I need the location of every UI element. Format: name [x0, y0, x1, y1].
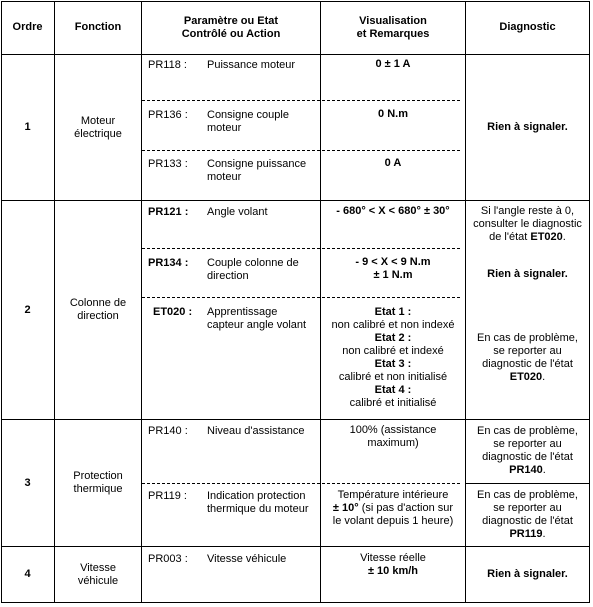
- param-label: Consigne couple moteur: [207, 109, 289, 134]
- diagnostic-table: [1, 1, 591, 604]
- header-parametre: Paramètre ou Etat Contrôlé ou Action: [181, 14, 281, 40]
- dashed-divider: [142, 483, 460, 484]
- diag-note-pr140: En cas de problème, se reporter au diagnostic de l'état PR140.: [477, 425, 578, 476]
- param-label: Vitesse véhicule: [207, 553, 287, 565]
- dashed-divider: [142, 248, 460, 249]
- param-code: PR003 :: [148, 553, 188, 565]
- row-3-ordre: 3: [24, 476, 31, 489]
- row-4-diagnostic: Rien à signaler.: [487, 568, 568, 580]
- row-1-fonction: Moteur électrique: [74, 114, 122, 140]
- param-label: Indication protection thermique du moteur: [207, 490, 309, 515]
- param-code: PR136 :: [148, 109, 188, 121]
- param-label: Consigne puissance moteur: [207, 158, 307, 183]
- header-fonction: Fonction: [74, 21, 122, 33]
- table-border-right: [589, 1, 590, 603]
- diag-note-et020: En cas de problème, se reporter au diagnostic de l'état ET020.: [477, 332, 578, 383]
- param-label: Angle volant: [207, 206, 268, 218]
- dashed-divider: [142, 150, 460, 151]
- param-code: PR140 :: [148, 425, 188, 437]
- row-3-fonction: Protection thermique: [73, 470, 123, 495]
- param-code: PR119 :: [148, 490, 187, 502]
- param-label: Couple colonne de direction: [207, 257, 299, 282]
- param-value: 0 N.m: [378, 108, 408, 120]
- param-value: 0 A: [384, 157, 402, 169]
- row-1-diagnostic: Rien à signaler.: [487, 121, 568, 133]
- etat-list: Etat 1 : non calibré et non indexé Etat 2 : non calibré et indexé Etat 3 : calibré et non initialisé Etat 4 : calibré et initialisé: [331, 306, 455, 409]
- table-border-bottom: [1, 602, 590, 603]
- param-code: PR118 :: [148, 59, 187, 71]
- param-value: - 9 < X < 9 N.m ± 1 N.m: [355, 256, 431, 281]
- row-1-ordre: 1: [24, 121, 31, 133]
- param-code: ET020 :: [153, 306, 193, 318]
- header-visualisation: Visualisation et Remarques: [356, 14, 430, 40]
- row-4-ordre: 4: [24, 568, 31, 580]
- row-2-ordre: 2: [24, 303, 31, 316]
- param-label: Apprentissage capteur angle volant: [207, 306, 307, 331]
- diag-note-pr119: En cas de problème, se reporter au diagnostic de l'état PR119.: [477, 489, 578, 540]
- param-code: PR133 :: [148, 158, 188, 170]
- param-code: PR121 :: [148, 206, 189, 218]
- column-divider: [141, 1, 142, 603]
- dashed-divider: [142, 100, 460, 101]
- param-label: Niveau d'assistance: [207, 425, 305, 437]
- param-value: 0 ± 1 A: [375, 58, 411, 70]
- diag-divider: [465, 483, 590, 484]
- header-diagnostic: Diagnostic: [499, 21, 556, 33]
- diag-note-ok: Rien à signaler.: [487, 268, 568, 280]
- header-ordre: Ordre: [12, 21, 43, 33]
- row-4-fonction: Vitesse véhicule: [77, 561, 119, 587]
- param-code: PR134 :: [148, 257, 189, 269]
- param-value: - 680° < X < 680° ± 30°: [336, 205, 450, 217]
- param-value: Température intérieure ± 10° (si pas d'action sur le volant depuis 1 heure): [332, 489, 454, 527]
- diag-note-angle: Si l'angle reste à 0, consulter le diagnostic de l'état ET020.: [473, 204, 582, 243]
- dashed-divider: [142, 297, 460, 298]
- param-label: Puissance moteur: [207, 59, 296, 71]
- row-2-fonction: Colonne de direction: [69, 297, 127, 322]
- param-value: 100% (assistance maximum): [349, 424, 437, 449]
- param-value: Vitesse réelle ± 10 km/h: [360, 552, 426, 577]
